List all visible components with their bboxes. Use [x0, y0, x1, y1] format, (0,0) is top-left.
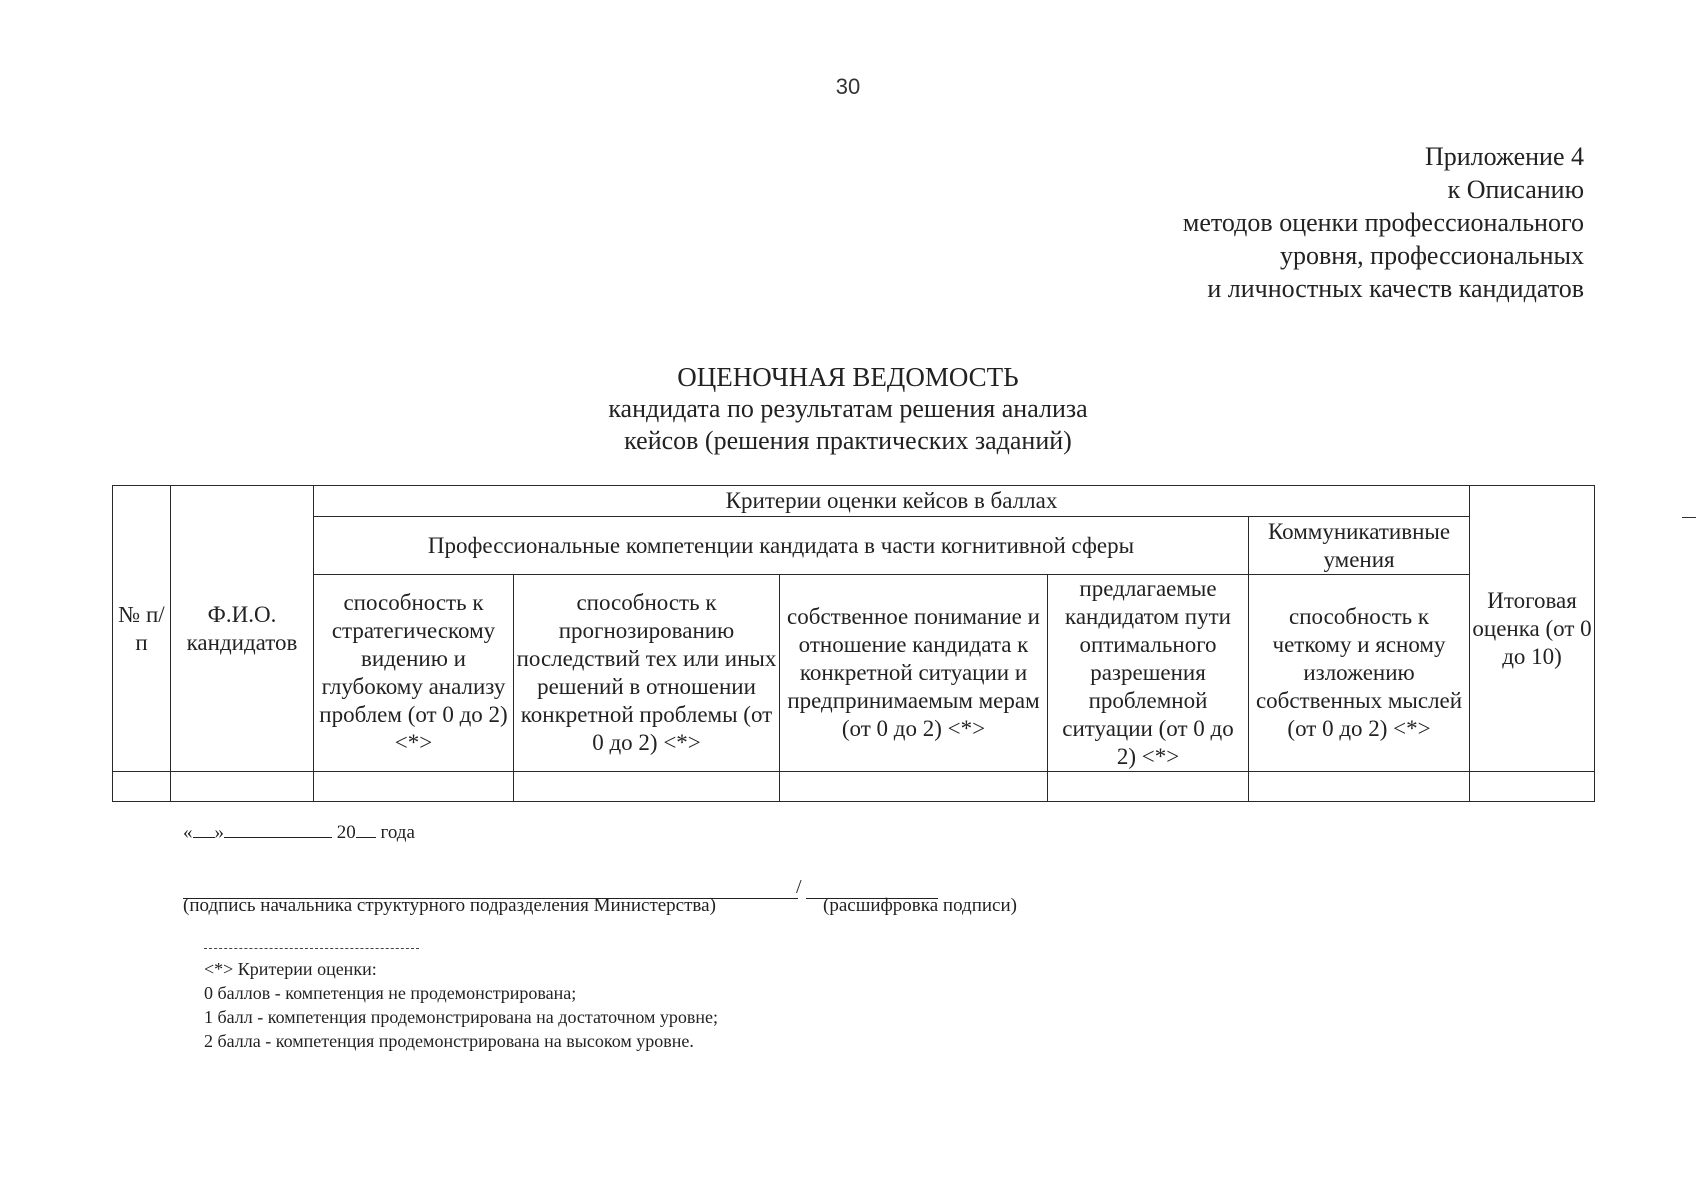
grading-table — [112, 485, 1595, 802]
header-criteria: Критерии оценки кейсов в баллах — [314, 486, 1470, 517]
year-prefix: 20 — [336, 822, 356, 843]
title-subtitle-line-2: кейсов (решения практических заданий) — [624, 426, 1072, 455]
empty-cell — [314, 772, 514, 802]
date-line — [183, 820, 415, 844]
empty-cell — [1470, 772, 1595, 802]
footnote-line: 0 баллов - компетенция не продемонстрирована; — [204, 983, 577, 1003]
appendix-line: методов оценки профессионального — [1182, 208, 1584, 237]
date-quote-close: » — [214, 822, 224, 843]
signature-slash: / — [796, 876, 802, 898]
date-quote-open: « — [183, 822, 193, 843]
header-total-score: Итоговая оценка (от 0 до 10) — [1470, 486, 1595, 772]
empty-cell — [1048, 772, 1249, 802]
header-professional-competencies: Профессиональные компетенции кандидата в части когнитивной сферы — [314, 517, 1249, 575]
footnote-line: 2 балла - компетенция продемонстрирована на высоком уровне. — [204, 1031, 694, 1051]
footnote-line: 1 балл - компетенция продемонстрирована на достаточном уровне; — [204, 1007, 719, 1027]
year-word: года — [380, 822, 415, 843]
edge-mark — [1682, 517, 1696, 518]
appendix-line: уровня, профессиональных — [1280, 241, 1584, 270]
day-blank — [193, 820, 215, 838]
header-communicative-skills: Коммуникативные умения — [1249, 517, 1470, 575]
footnote-separator — [204, 948, 419, 949]
page-number: 30 — [835, 74, 861, 99]
document-title — [0, 361, 1696, 457]
footnote-line: <*> Критерии оценки: — [204, 959, 377, 979]
appendix-line: Приложение 4 — [1424, 142, 1584, 171]
empty-cell — [171, 772, 314, 802]
header-row-number: № п/п — [113, 486, 171, 772]
signature-caption: (подпись начальника структурного подразделения Министерства) — [183, 895, 716, 916]
year-blank — [356, 820, 376, 838]
appendix-reference — [1183, 140, 1584, 305]
empty-cell — [1249, 772, 1470, 802]
criterion-clear-expression: способность к четкому и ясному изложению собственных мыслей (от 0 до 2) <*> — [1249, 575, 1470, 772]
empty-cell — [780, 772, 1048, 802]
criterion-own-understanding: собственное понимание и отношение кандидата к конкретной ситуации и предпринимаемым мерам (от 0 до 2) <*> — [780, 575, 1048, 772]
appendix-line: и личностных качеств кандидатов — [1207, 274, 1584, 303]
header-candidate-name: Ф.И.О. кандидатов — [171, 486, 314, 772]
table-row — [113, 772, 1595, 802]
title-main: ОЦЕНОЧНАЯ ВЕДОМОСТЬ — [677, 362, 1019, 392]
empty-cell — [113, 772, 171, 802]
criterion-forecasting: способность к прогнозированию последствий тех или иных решений в отношении конкретной проблемы (от 0 до 2) <*> — [514, 575, 780, 772]
title-subtitle-line-1: кандидата по результатам решения анализа — [608, 394, 1088, 423]
signature-decoding-caption: (расшифровка подписи) — [823, 895, 1017, 916]
empty-cell — [514, 772, 780, 802]
month-blank — [224, 820, 332, 838]
criterion-resolution-paths: предлагаемые кандидатом пути оптимального разрешения проблемной ситуации (от 0 до 2) <*> — [1048, 575, 1249, 772]
appendix-line: к Описанию — [1447, 175, 1584, 204]
criterion-strategic-vision: способность к стратегическому видению и глубокому анализу проблем (от 0 до 2) <*> — [314, 575, 514, 772]
footnote — [204, 948, 718, 1053]
